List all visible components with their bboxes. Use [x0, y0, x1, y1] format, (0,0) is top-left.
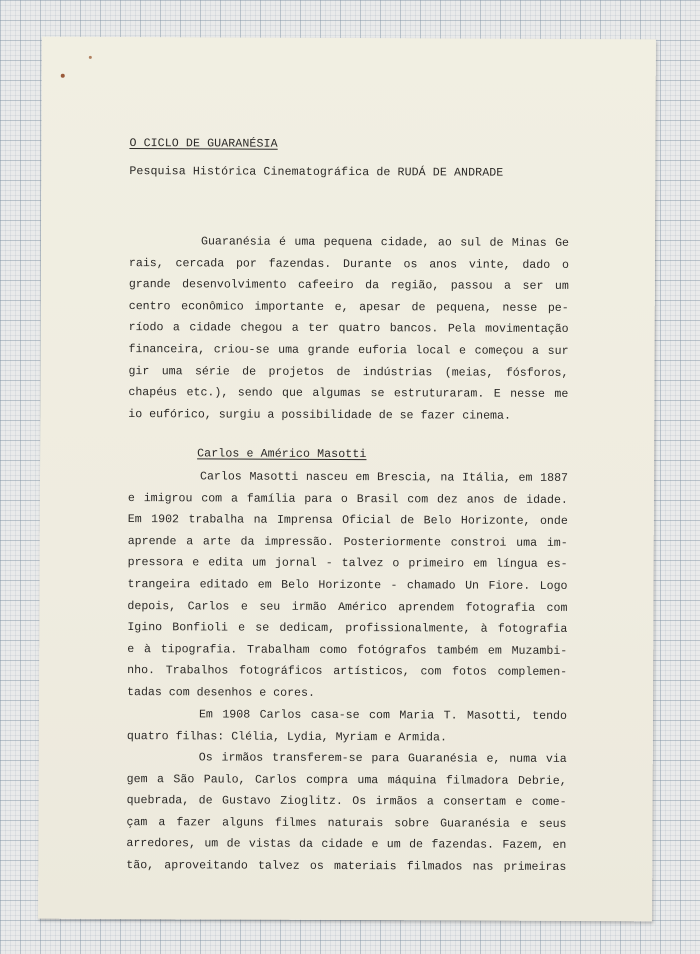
text-line: aprende a arte da impressão. Posteriormente constroi uma im-: [127, 534, 568, 550]
text-line: financeira, criou-se uma grande euforia local e começou a sur: [128, 343, 569, 358]
document-title: O CICLO DE GUARANÉSIA: [129, 137, 278, 151]
text-line: Carlos Masotti nasceu em Brescia, na Itália, em 1887: [199, 470, 569, 485]
paragraph-3: [127, 704, 567, 749]
text-line: Os irmãos transferem-se para Guaranésia e, numa via: [198, 751, 567, 766]
text-line: pressora e edita um jornal - talvez o primeiro em língua es-: [127, 556, 568, 572]
paragraph-1: [128, 231, 569, 427]
text-line: trangeira editado em Belo Horizonte - chamado Un Fiore. Logo: [127, 578, 568, 593]
ink-spot: [89, 56, 92, 59]
text-line: gir uma série de projetos de indústrias (meias, fósforos,: [128, 364, 569, 380]
text-line: çam a fazer alguns filmes naturais sobre Guaranésia e seus: [126, 815, 567, 831]
text-line: arredores, um de vistas da cidade e um de fazendas. Fazem, en: [126, 837, 567, 853]
text-line: tadas com desenhos e cores.: [127, 685, 315, 700]
paragraph-4: [126, 747, 567, 878]
text-line: depois, Carlos e seu irmão Américo aprendem fotografia com: [127, 599, 568, 615]
ink-spot: [61, 74, 65, 78]
text-line: ríodo a cidade chegou a ter quatro bancos. Pela movimentação: [128, 321, 569, 337]
paragraph-2: [127, 466, 568, 705]
text-line: e imigrou com a família para o Brasil com dez anos de idade.: [127, 491, 568, 507]
text-line: chapéus etc.), sendo que algumas se estruturaram. E nesse me: [128, 386, 569, 402]
document-subtitle: Pesquisa Histórica Cinematográfica de RUDÁ DE ANDRADE: [129, 165, 504, 180]
text-line: quatro filhas: Clélia, Lydia, Myriam e Armida.: [126, 729, 447, 745]
text-line: e à tipografia. Trabalham como fotógrafos também em Muzambi-: [127, 642, 568, 658]
text-line: io eufórico, surgiu a possibilidade de se fazer cinema.: [128, 407, 511, 423]
text-line: Igino Bonfioli e se dedicam, profissionalmente, à fotografia: [127, 621, 568, 637]
text-line: Em 1908 Carlos casa-se com Maria T. Masotti, tendo: [198, 708, 567, 723]
text-line: centro econômico importante e, apesar de pequena, nesse pe-: [128, 299, 569, 315]
section-heading: Carlos e Américo Masotti: [197, 447, 367, 462]
text-line: Em 1902 trabalha na Imprensa Oficial de Belo Horizonte, onde: [127, 513, 568, 529]
typewritten-page: [38, 37, 656, 922]
text-line: gem a São Paulo, Carlos compra uma máquina filmadora Debrie,: [126, 772, 567, 788]
text-line: tão, aproveitando talvez os materiais filmados nas primeiras: [126, 859, 567, 874]
text-line: rais, cercada por fazendas. Durante os anos vinte, dado o: [128, 256, 569, 272]
text-line: nho. Trabalhos fotográficos artísticos, com fotos complemen-: [127, 664, 568, 680]
text-line: Guaranésia é uma pequena cidade, ao sul de Minas Ge: [201, 235, 570, 250]
text-line: quebrada, de Gustavo Zioglitz. Os irmãos a consertam e come-: [126, 794, 567, 810]
text-line: grande desenvolvimento cafeeiro da região, passou a ser um: [128, 278, 569, 294]
